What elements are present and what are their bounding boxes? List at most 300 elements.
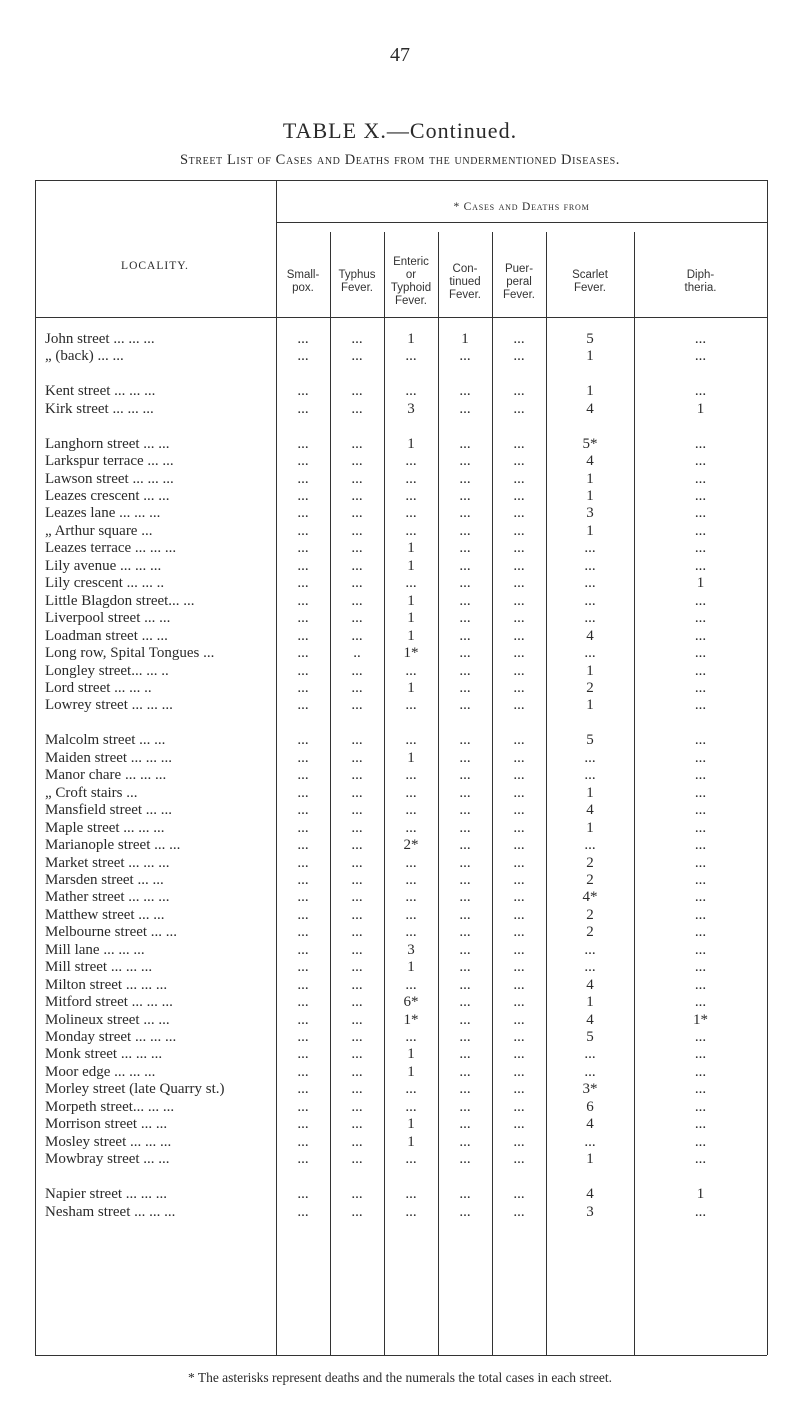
value-cell: ...	[459, 1081, 471, 1097]
table-row	[0, 888, 800, 906]
value-cell: ...	[297, 593, 309, 609]
value-cell: ...	[351, 750, 363, 766]
value-cell: ...	[297, 575, 309, 591]
value-cell: ...	[351, 889, 363, 905]
value-cell: ...	[459, 663, 471, 679]
value-cell: 1	[407, 540, 415, 556]
value-cell: 1	[586, 488, 594, 504]
value-cell: ...	[297, 697, 309, 713]
table-row	[0, 731, 800, 749]
value-cell: ...	[351, 1029, 363, 1045]
value-cell: ...	[297, 820, 309, 836]
value-cell: 1	[586, 471, 594, 487]
value-cell: 1	[407, 593, 415, 609]
locality-cell: Maiden street ... ... ...	[45, 750, 173, 766]
value-cell: ...	[513, 767, 525, 783]
value-cell: ...	[513, 628, 525, 644]
value-cell: 1*	[403, 1012, 419, 1028]
value-cell: ...	[694, 1046, 707, 1062]
value-cell: ...	[351, 785, 363, 801]
value-cell: ...	[351, 331, 363, 347]
table-row	[0, 539, 800, 557]
table-row	[0, 644, 800, 662]
value-cell: ...	[694, 959, 707, 975]
value-cell: ...	[459, 1134, 471, 1150]
value-cell: ...	[694, 837, 707, 853]
table-row	[0, 958, 800, 976]
table-row	[0, 347, 800, 365]
value-cell: ...	[694, 593, 707, 609]
table-row	[0, 801, 800, 819]
locality-cell: Kirk street ... ... ...	[45, 401, 154, 417]
value-cell: ...	[351, 1064, 363, 1080]
locality-cell: „ (back) ... ...	[45, 348, 124, 364]
table-row	[0, 1150, 800, 1168]
value-cell: ...	[405, 1204, 417, 1220]
value-cell: 4	[586, 977, 594, 993]
value-cell: ...	[459, 959, 471, 975]
value-cell: ...	[584, 942, 596, 958]
value-cell: ...	[694, 767, 707, 783]
value-cell: ...	[405, 785, 417, 801]
column-heading: Small- pox.	[286, 269, 320, 294]
locality-cell: Marianople street ... ...	[45, 837, 181, 853]
value-cell: ...	[694, 471, 707, 487]
value-cell: ...	[351, 1081, 363, 1097]
value-cell: ...	[297, 767, 309, 783]
value-cell: ...	[351, 872, 363, 888]
value-cell: ...	[297, 924, 309, 940]
locality-cell: Morley street (late Quarry st.)	[45, 1081, 225, 1097]
value-cell: ...	[513, 750, 525, 766]
value-cell: ...	[694, 523, 707, 539]
value-cell: ...	[351, 959, 363, 975]
value-cell: ...	[513, 1046, 525, 1062]
value-cell: 1	[407, 558, 415, 574]
value-cell: ...	[351, 1186, 363, 1202]
value-cell: ...	[694, 1134, 707, 1150]
value-cell: ...	[459, 1099, 471, 1115]
value-cell: ...	[694, 663, 707, 679]
value-cell: 4	[586, 1116, 594, 1132]
value-cell: ...	[513, 802, 525, 818]
value-cell: ...	[405, 488, 417, 504]
value-cell: ...	[459, 645, 471, 661]
value-cell: ...	[297, 1151, 309, 1167]
value-cell: ...	[351, 732, 363, 748]
value-cell: ...	[694, 610, 707, 626]
locality-cell: Little Blagdon street... ...	[45, 593, 195, 609]
value-cell: ...	[513, 1204, 525, 1220]
locality-cell: Lily avenue ... ... ...	[45, 558, 162, 574]
locality-cell: Larkspur terrace ... ...	[45, 453, 174, 469]
value-cell: ...	[459, 505, 471, 521]
table-title: TABLE X.—Continued.	[282, 118, 518, 143]
value-cell: ...	[297, 907, 309, 923]
value-cell: 2*	[403, 837, 419, 853]
value-cell: ...	[351, 610, 363, 626]
value-cell: 6	[586, 1099, 594, 1115]
value-cell: ...	[351, 558, 363, 574]
value-cell: ...	[694, 1081, 707, 1097]
value-cell: ...	[405, 1029, 417, 1045]
value-cell: ...	[351, 680, 363, 696]
value-cell: ...	[351, 942, 363, 958]
value-cell: ...	[694, 348, 707, 364]
value-cell: ...	[351, 436, 363, 452]
value-cell: 1	[461, 331, 469, 347]
value-cell: ...	[405, 523, 417, 539]
value-cell: 4	[586, 1012, 594, 1028]
value-cell: ...	[513, 645, 525, 661]
value-cell: ...	[351, 767, 363, 783]
value-cell: ...	[513, 593, 525, 609]
column-heading: Scarlet Fever.	[572, 269, 608, 294]
value-cell: 1	[407, 680, 415, 696]
value-cell: ...	[513, 924, 525, 940]
value-cell: ...	[513, 610, 525, 626]
table-row	[0, 609, 800, 627]
value-cell: ...	[694, 855, 707, 871]
value-cell: ...	[405, 575, 417, 591]
value-cell: ...	[694, 889, 707, 905]
locality-cell: Malcolm street ... ...	[45, 732, 166, 748]
locality-cell: Mowbray street ... ...	[45, 1151, 170, 1167]
value-cell: ...	[297, 1046, 309, 1062]
value-cell: ...	[459, 977, 471, 993]
table-row	[0, 487, 800, 505]
value-cell: ...	[513, 436, 525, 452]
value-cell: 2	[586, 924, 594, 940]
value-cell: ...	[351, 488, 363, 504]
locality-cell: „ Arthur square ...	[45, 523, 153, 539]
table-row	[0, 1115, 800, 1133]
value-cell: 3	[586, 505, 594, 521]
value-cell: ...	[513, 942, 525, 958]
value-cell: 1	[407, 436, 415, 452]
value-cell: ...	[459, 1116, 471, 1132]
value-cell: 5	[586, 1029, 594, 1045]
value-cell: ...	[513, 1012, 525, 1028]
value-cell: ...	[459, 802, 471, 818]
column-heading: Typhus Fever.	[338, 269, 376, 294]
value-cell: ...	[297, 383, 309, 399]
value-cell: ...	[459, 383, 471, 399]
column-heading: Enteric or Typhoid Fever.	[390, 256, 432, 307]
table-row	[0, 993, 800, 1011]
value-cell: ...	[351, 837, 363, 853]
value-cell: 1	[407, 1116, 415, 1132]
value-cell: ...	[297, 348, 309, 364]
value-cell: ...	[351, 907, 363, 923]
value-cell: ...	[297, 1081, 309, 1097]
value-cell: ...	[297, 959, 309, 975]
value-cell: ...	[584, 575, 596, 591]
value-cell: ...	[584, 767, 596, 783]
value-cell: ...	[513, 872, 525, 888]
column-heading: Con- tinued Fever.	[449, 262, 481, 301]
footnote: * The asterisks represent deaths and the numerals the total cases in each street.	[187, 1370, 613, 1385]
value-cell: ...	[297, 680, 309, 696]
locality-cell: Morpeth street... ... ...	[45, 1099, 175, 1115]
value-cell: 1	[586, 994, 594, 1010]
value-cell: ...	[584, 837, 596, 853]
value-cell: ...	[351, 1046, 363, 1062]
value-cell: ...	[459, 593, 471, 609]
value-cell: ...	[513, 348, 525, 364]
value-cell: 4	[586, 1186, 594, 1202]
table-row	[0, 906, 800, 924]
value-cell: ...	[694, 942, 707, 958]
locality-cell: Lord street ... ... ..	[45, 680, 152, 696]
value-cell: ...	[584, 750, 596, 766]
locality-heading: LOCALITY.	[121, 260, 189, 272]
value-cell: ...	[405, 802, 417, 818]
value-cell: ...	[513, 505, 525, 521]
value-cell: 1	[586, 348, 594, 364]
value-cell: ...	[351, 575, 363, 591]
table-row	[0, 941, 800, 959]
locality-cell: Loadman street ... ...	[45, 628, 168, 644]
value-cell: 1	[586, 523, 594, 539]
value-cell: ...	[459, 785, 471, 801]
locality-cell: Long row, Spital Tongues ...	[45, 645, 215, 661]
value-cell: ...	[351, 924, 363, 940]
value-cell: ...	[459, 436, 471, 452]
locality-cell: Langhorn street ... ...	[45, 436, 170, 452]
value-cell: ...	[297, 942, 309, 958]
table-row	[0, 1133, 800, 1151]
value-cell: ...	[459, 1204, 471, 1220]
value-cell: ...	[513, 540, 525, 556]
value-cell: 3	[586, 1204, 594, 1220]
value-cell: ...	[297, 488, 309, 504]
table-row	[0, 574, 800, 592]
locality-cell: Leazes lane ... ... ...	[45, 505, 161, 521]
value-cell: ...	[351, 663, 363, 679]
rule-header-bottom	[35, 317, 767, 318]
value-cell: 1*	[693, 1012, 708, 1028]
table-row	[0, 696, 800, 714]
value-cell: ...	[459, 889, 471, 905]
value-cell: ...	[405, 977, 417, 993]
rule-bottom	[35, 1355, 767, 1356]
table-row	[0, 1028, 800, 1046]
value-cell: 5*	[582, 436, 598, 452]
value-cell: ...	[513, 575, 525, 591]
table-row	[0, 854, 800, 872]
table-row	[0, 1203, 800, 1221]
value-cell: ...	[405, 732, 417, 748]
table-row	[0, 1185, 800, 1203]
value-cell: ...	[694, 505, 707, 521]
value-cell: ...	[694, 750, 707, 766]
value-cell: ...	[297, 1204, 309, 1220]
value-cell: ...	[297, 872, 309, 888]
value-cell: ...	[297, 331, 309, 347]
locality-cell: Mather street ... ... ...	[45, 889, 170, 905]
value-cell: ...	[694, 1029, 707, 1045]
locality-cell: Leazes crescent ... ...	[45, 488, 170, 504]
value-cell: ...	[351, 523, 363, 539]
value-cell: ...	[405, 1081, 417, 1097]
value-cell: 1	[586, 663, 594, 679]
value-cell: ...	[351, 505, 363, 521]
value-cell: ...	[694, 1116, 707, 1132]
value-cell: ...	[297, 401, 309, 417]
value-cell: ...	[351, 401, 363, 417]
value-cell: 1	[586, 697, 594, 713]
value-cell: ...	[513, 558, 525, 574]
value-cell: ...	[694, 628, 707, 644]
value-cell: ...	[513, 697, 525, 713]
locality-cell: Molineux street ... ...	[45, 1012, 170, 1028]
value-cell: ...	[513, 680, 525, 696]
value-cell: ...	[405, 820, 417, 836]
value-cell: 1	[407, 1046, 415, 1062]
value-cell: ...	[405, 1151, 417, 1167]
locality-cell: Melbourne street ... ...	[45, 924, 178, 940]
locality-cell: Mansfield street ... ...	[45, 802, 173, 818]
value-cell: ...	[513, 1029, 525, 1045]
value-cell: ...	[694, 383, 707, 399]
value-cell: 1	[586, 383, 594, 399]
table-row	[0, 836, 800, 854]
value-cell: ...	[459, 401, 471, 417]
value-cell: ...	[351, 453, 363, 469]
value-cell: ...	[351, 802, 363, 818]
column-heading: Diph- theria.	[684, 269, 717, 294]
value-cell: ...	[513, 977, 525, 993]
locality-cell: Milton street ... ... ...	[45, 977, 168, 993]
value-cell: ...	[694, 1099, 707, 1115]
value-cell: ...	[351, 628, 363, 644]
value-cell: ...	[297, 994, 309, 1010]
value-cell: ...	[459, 488, 471, 504]
value-cell: ...	[459, 348, 471, 364]
value-cell: ...	[513, 1116, 525, 1132]
value-cell: 5	[586, 331, 594, 347]
locality-cell: Longley street... ... ..	[45, 663, 169, 679]
value-cell: ...	[513, 523, 525, 539]
locality-cell: John street ... ... ...	[45, 331, 155, 347]
table-row	[0, 522, 800, 540]
value-cell: ...	[584, 540, 596, 556]
locality-cell: Lawson street ... ... ...	[45, 471, 174, 487]
value-cell: ...	[513, 1186, 525, 1202]
value-cell: ...	[405, 348, 417, 364]
value-cell: ...	[694, 994, 707, 1010]
value-cell: 1	[696, 575, 705, 591]
value-cell: ...	[459, 942, 471, 958]
locality-cell: Mill lane ... ... ...	[45, 942, 145, 958]
value-cell: ...	[694, 697, 707, 713]
value-cell: ...	[513, 1064, 525, 1080]
value-cell: ...	[459, 680, 471, 696]
locality-cell: Matthew street ... ...	[45, 907, 165, 923]
value-cell: 1	[586, 820, 594, 836]
value-cell: ...	[297, 523, 309, 539]
value-cell: ...	[459, 1186, 471, 1202]
value-cell: ...	[405, 767, 417, 783]
value-cell: ...	[459, 837, 471, 853]
value-cell: ...	[513, 820, 525, 836]
value-cell: ...	[351, 1134, 363, 1150]
value-cell: ...	[694, 732, 707, 748]
value-cell: ...	[459, 855, 471, 871]
value-cell: 1	[586, 1151, 594, 1167]
table-row	[0, 557, 800, 575]
table-row	[0, 679, 800, 697]
rule-top	[35, 180, 767, 181]
value-cell: ...	[297, 1134, 309, 1150]
value-cell: ...	[513, 837, 525, 853]
value-cell: ...	[694, 1204, 707, 1220]
value-cell: ...	[694, 680, 707, 696]
value-cell: ...	[459, 558, 471, 574]
value-cell: 3	[407, 401, 415, 417]
value-cell: ...	[694, 453, 707, 469]
value-cell: ...	[297, 471, 309, 487]
table-row	[0, 1098, 800, 1116]
table-row	[0, 470, 800, 488]
value-cell: ...	[351, 471, 363, 487]
value-cell: ...	[513, 1134, 525, 1150]
value-cell: ...	[297, 1116, 309, 1132]
value-cell: ...	[459, 872, 471, 888]
value-cell: ...	[513, 401, 525, 417]
value-cell: 1	[407, 959, 415, 975]
value-cell: ...	[513, 907, 525, 923]
table-row	[0, 330, 800, 348]
value-cell: ...	[351, 1151, 363, 1167]
value-cell: ..	[353, 645, 361, 661]
value-cell: ...	[405, 453, 417, 469]
locality-cell: Liverpool street ... ...	[45, 610, 171, 626]
value-cell: ...	[297, 558, 309, 574]
table-row	[0, 504, 800, 522]
value-cell: ...	[584, 1064, 596, 1080]
table-row	[0, 400, 800, 418]
value-cell: ...	[459, 1064, 471, 1080]
value-cell: ...	[297, 732, 309, 748]
table-row	[0, 592, 800, 610]
table-row	[0, 1063, 800, 1081]
value-cell: ...	[351, 1204, 363, 1220]
value-cell: ...	[351, 977, 363, 993]
value-cell: ...	[405, 697, 417, 713]
value-cell: ...	[459, 1046, 471, 1062]
value-cell: ...	[694, 488, 707, 504]
table-row	[0, 435, 800, 453]
value-cell: 3*	[582, 1081, 598, 1097]
value-cell: ...	[459, 610, 471, 626]
value-cell: 1*	[403, 645, 419, 661]
table-row	[0, 452, 800, 470]
table-row	[0, 749, 800, 767]
locality-cell: Mitford street ... ... ...	[45, 994, 173, 1010]
value-cell: ...	[351, 994, 363, 1010]
locality-cell: Morrison street ... ...	[45, 1116, 168, 1132]
value-cell: ...	[459, 994, 471, 1010]
value-cell: ...	[405, 855, 417, 871]
locality-cell: Leazes terrace ... ... ...	[45, 540, 177, 556]
value-cell: ...	[459, 732, 471, 748]
table-row	[0, 766, 800, 784]
value-cell: ...	[351, 348, 363, 364]
value-cell: 4	[586, 628, 594, 644]
locality-cell: Lily crescent ... ... ..	[45, 575, 165, 591]
